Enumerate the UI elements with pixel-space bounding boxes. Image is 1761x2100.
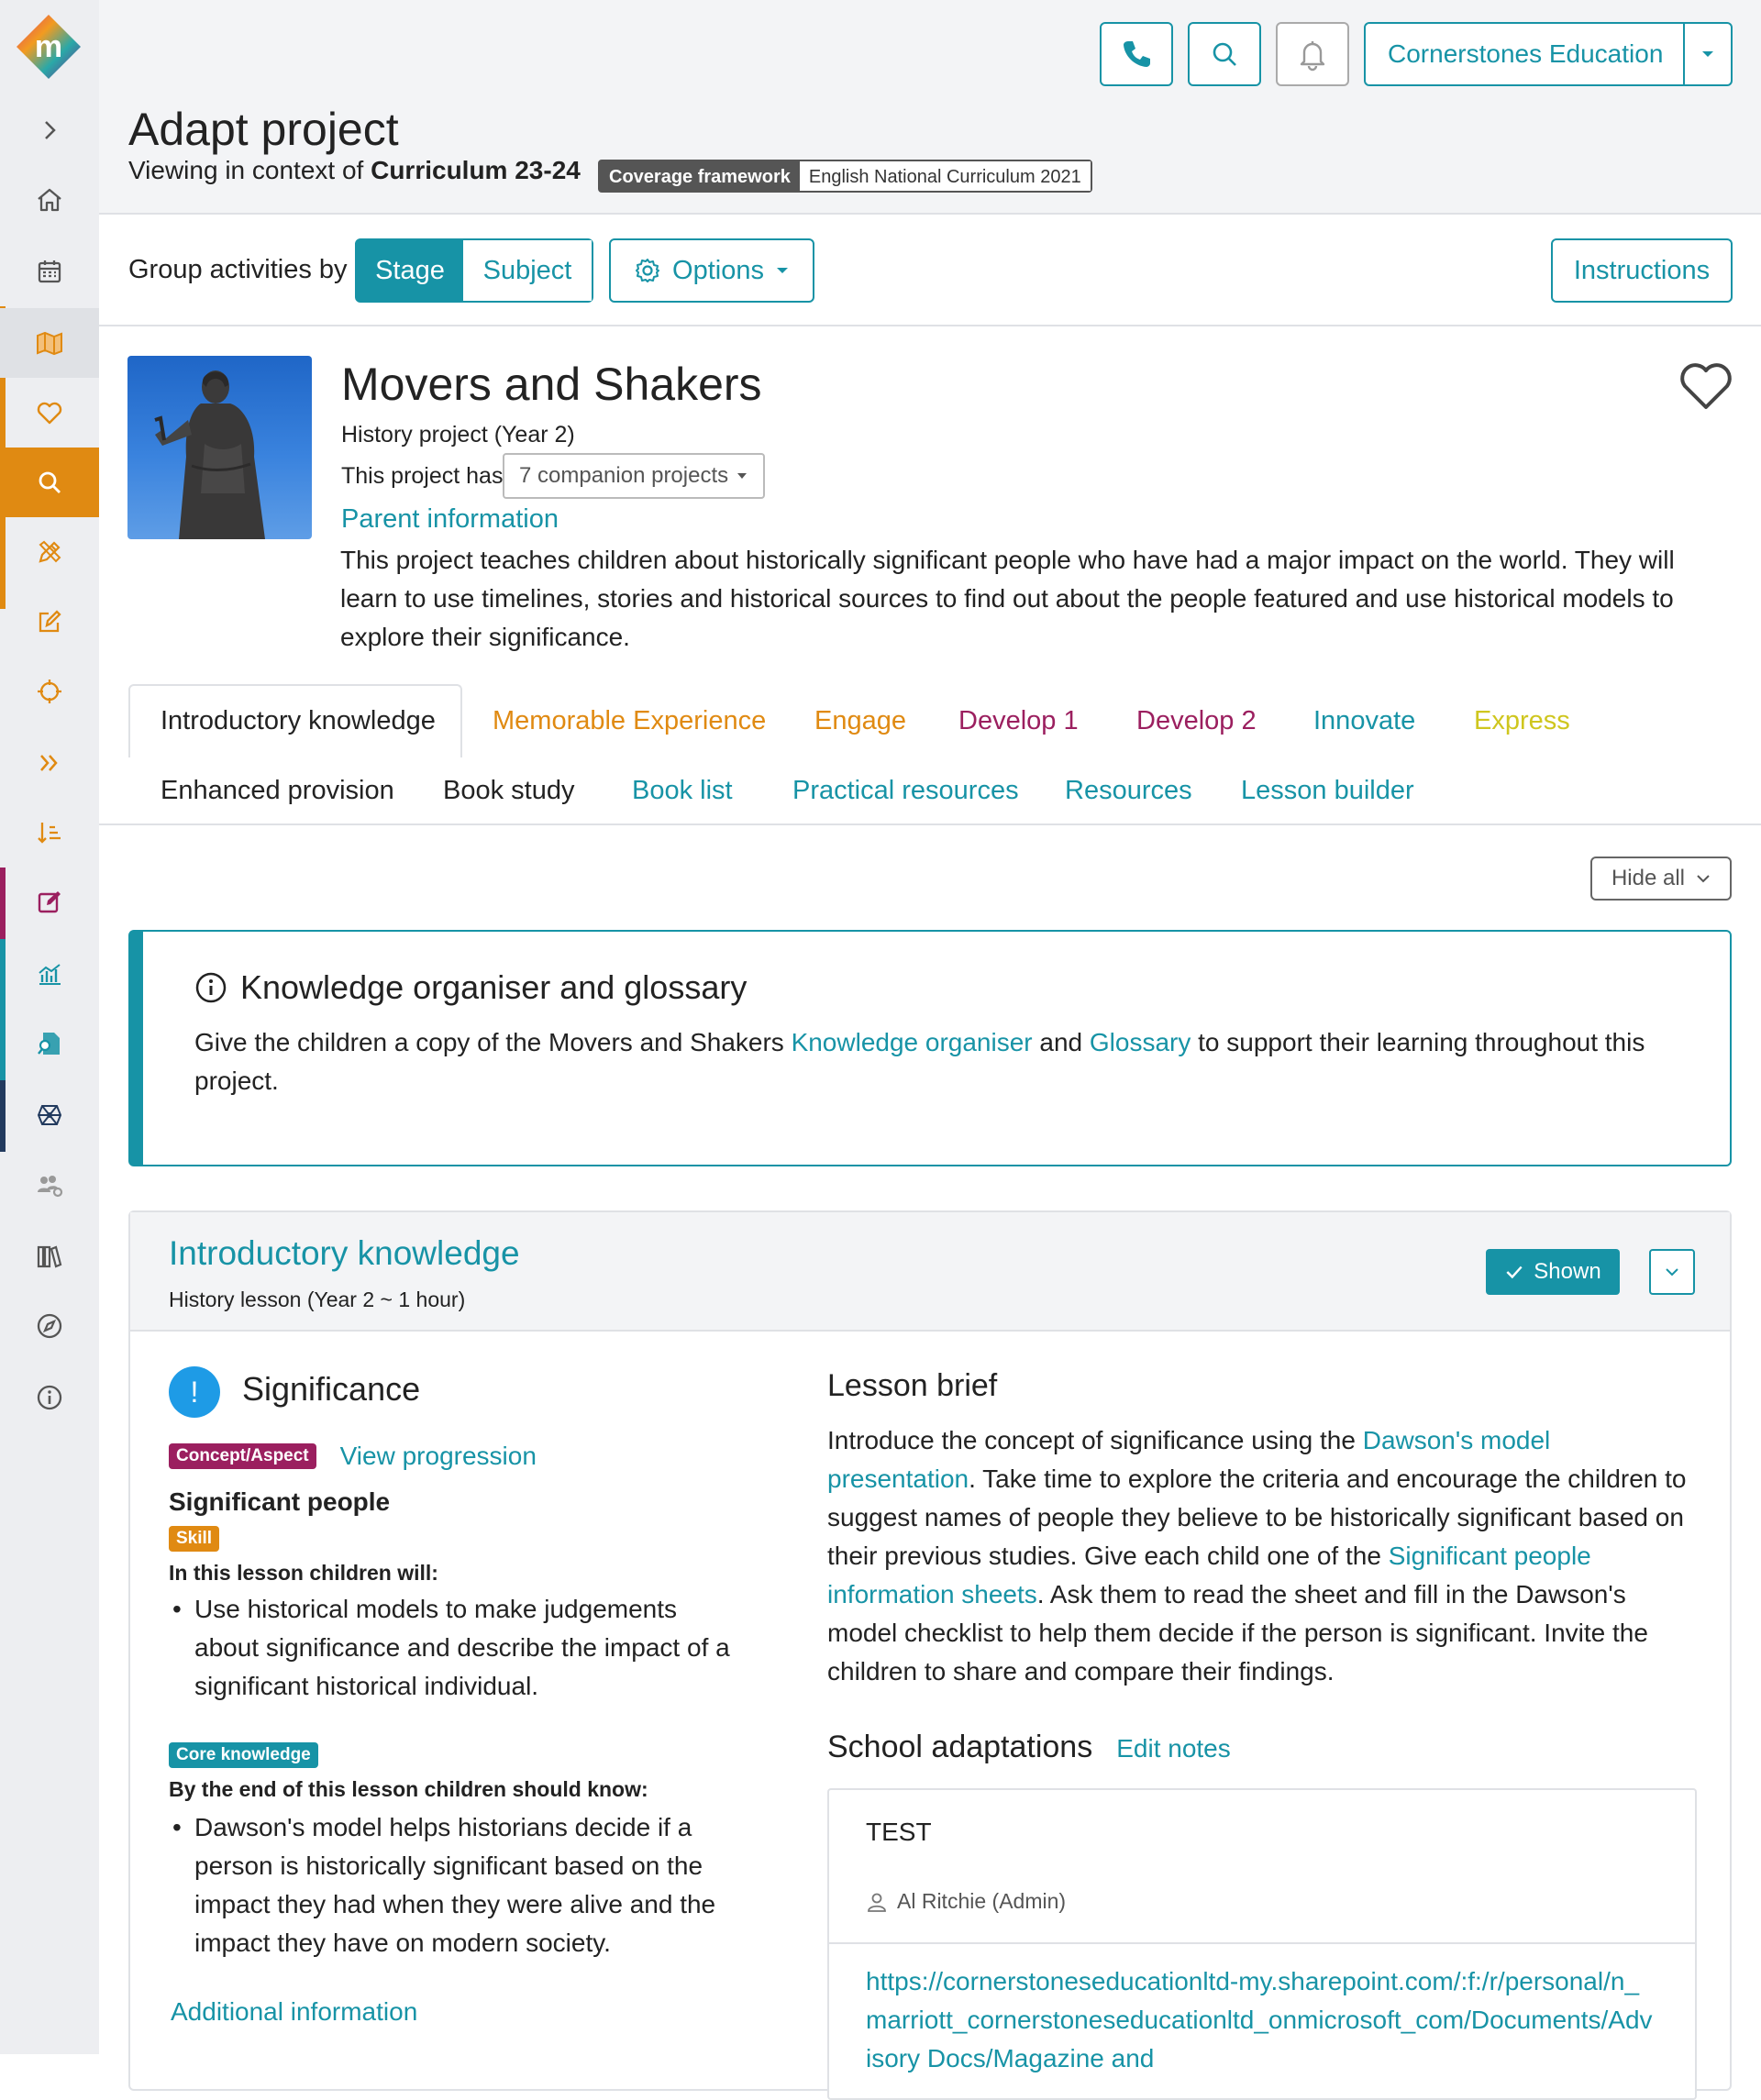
project-title: Movers and Shakers [341,359,762,410]
left-navigation-rail [0,0,99,2054]
tab-engage[interactable]: Engage [814,706,906,735]
chart-icon [35,959,64,989]
concept-title: Significance [242,1370,421,1408]
group-toggle [355,238,593,303]
caret-down-icon [736,470,748,482]
note-text: TEST [866,1818,932,1846]
school-name: Cornerstones Education [1388,39,1664,68]
group-by-label: Group activities by [128,255,348,284]
note-author [866,1889,1066,1914]
companion-projects-dropdown[interactable] [503,453,765,499]
heart-outline-icon [1677,358,1735,413]
chevron-down-icon [1696,871,1711,886]
caret-down-icon [775,263,790,278]
document-search-icon [35,1029,64,1058]
shown-label: Shown [1534,1259,1601,1284]
tab-introductory-knowledge[interactable]: Introductory knowledge [161,706,436,735]
nav-library[interactable] [0,1221,99,1291]
note-url-link[interactable]: https://cornerstoneseducationltd-my.sharepoint.com/:f:/r/personal/n_marriott_cornerstoneseducationltd_onmicrosoft_com/Documents/Advisory Docs/Magazine and [866,1967,1653,2072]
tab-practical-resources[interactable]: Practical resources [792,776,1019,805]
tab-develop-1[interactable]: Develop 1 [958,706,1079,735]
concept-alert-icon: ! [169,1366,220,1418]
user-icon [866,1891,888,1913]
phone-icon [1119,37,1154,72]
tab-express[interactable]: Express [1474,706,1570,735]
lesson-title-link[interactable]: Introductory knowledge [169,1234,520,1272]
nav-analytics[interactable] [0,939,99,1009]
concept-row [169,1442,537,1471]
core-knowledge-intro: By the end of this lesson children should know: [169,1777,648,1801]
chevron-down-icon [1665,1265,1679,1279]
additional-information-link[interactable]: Additional information [171,1997,418,2026]
nav-reports[interactable] [0,1009,99,1078]
nav-progress[interactable] [0,728,99,798]
nav-target[interactable] [0,657,99,726]
compass-icon [35,1311,64,1341]
search-icon [35,468,64,497]
dawsons-model-presentation-link[interactable]: Dawson's model presentation [827,1426,1551,1493]
skill-list-item: • Use historical models to make judgements about significance and describe the impact of a significant historical individual. [169,1590,747,1706]
nav-info[interactable] [0,1363,99,1432]
check-icon [1504,1262,1524,1282]
notifications-button[interactable] [1276,22,1349,86]
sort-list-icon [35,818,64,847]
knowledge-organiser-title [194,968,747,1007]
instructions-button[interactable]: Instructions [1551,238,1733,303]
group-by-subject-button[interactable]: Subject [463,240,592,301]
nav-design[interactable] [0,517,99,587]
tab-resources[interactable]: Resources [1065,776,1192,805]
skill-intro: In this lesson children will: [169,1561,438,1585]
note-author-name: Al Ritchie (Admin) [897,1889,1067,1913]
companion-label: This project has [341,463,504,489]
users-settings-icon [35,1170,64,1199]
crosshair-icon [35,677,64,706]
concept-detail: Significant people [169,1487,391,1516]
concept-aspect-badge: Concept/Aspect [169,1443,316,1469]
project-subtitle: History project (Year 2) [341,422,575,448]
curriculum-context: Viewing in context of Curriculum 23-24 [128,156,581,184]
nav-users[interactable] [0,1150,99,1220]
hide-all-label: Hide all [1611,866,1686,890]
lesson-brief-title: Lesson brief [827,1368,998,1403]
tab-develop-2[interactable]: Develop 2 [1136,706,1257,735]
tab-innovate[interactable]: Innovate [1313,706,1416,735]
lesson-expand-button[interactable] [1649,1249,1695,1295]
parent-information-link[interactable]: Parent information [341,504,559,534]
nav-home[interactable] [0,165,99,235]
search-button[interactable] [1188,22,1261,86]
expand-nav-button[interactable] [0,95,99,165]
project-description: This project teaches children about historically significant people who have had a major impact on the world. They will learn to use timelines, stories and historical sources to find out about the people featured and use historical models to explore their significance. [340,546,1675,651]
tab-lesson-builder[interactable]: Lesson builder [1241,776,1414,805]
nav-projects[interactable] [0,308,99,378]
lesson-card [128,1210,1732,2091]
shown-toggle-button[interactable] [1486,1249,1620,1295]
lesson-subtitle: History lesson (Year 2 ~ 1 hour) [169,1288,466,1311]
nav-edit[interactable] [0,587,99,657]
group-by-stage-button[interactable]: Stage [357,240,463,301]
core-knowledge-badge: Core knowledge [169,1742,318,1768]
group-activities-bar [99,215,1761,326]
school-adaptation-note [827,1788,1697,2100]
tab-enhanced-provision[interactable]: Enhanced provision [161,776,394,805]
caret-down-icon[interactable] [1685,45,1731,63]
project-image [127,356,312,539]
edit-notes-link[interactable]: Edit notes [1116,1734,1231,1763]
coverage-framework-value: English National Curriculum 2021 [800,161,1091,191]
skill-badge: Skill [169,1526,219,1552]
knowledge-organiser-heading: Knowledge organiser and glossary [240,968,748,1006]
glossary-link[interactable]: Glossary [1089,1028,1191,1056]
map-icon [35,328,64,358]
significant-people-sheets-link[interactable]: Significant people information sheets [827,1542,1591,1608]
network-icon [35,1100,64,1130]
tab-memorable-experience[interactable]: Memorable Experience [493,706,767,735]
app-logo[interactable] [15,13,83,81]
companion-projects-label: 7 companion projects [519,463,729,488]
school-selector[interactable] [1364,22,1733,86]
phone-button[interactable] [1100,22,1173,86]
options-label: Options [672,255,764,285]
tab-book-study[interactable]: Book study [443,776,575,805]
nav-search[interactable] [0,448,99,517]
curriculum-name: Curriculum 23-24 [371,156,581,184]
search-icon [1207,37,1242,72]
favourite-button[interactable] [1677,358,1735,413]
double-chevron-right-icon [35,748,64,778]
lesson-brief-text: Introduce the concept of significance using the Dawson's model presentation. Take time to explore the criteria and encourage the children to suggest names of people they believe to be historically significant based on their previous studies. Give each child one of the Significant people information sheets. Ask them to read the sheet and fill in the Dawson's model checklist to help them decide if the person is significant. Invite the children to share and compare their findings. [827,1426,1687,1686]
nav-assessment[interactable] [0,868,99,937]
bell-icon [1295,37,1330,72]
books-icon [35,1242,64,1271]
nav-favourites[interactable] [0,378,99,448]
info-circle-icon [194,971,227,1004]
knowledge-organiser-link[interactable]: Knowledge organiser [791,1028,1033,1056]
core-knowledge-list-item: • Dawson's model helps historians decide if a person is historically significant based on the impact they had when they were alive and the impact they have on modern society. [169,1808,747,1962]
school-adaptations-title: School adaptations [827,1730,1093,1764]
svg-text:m: m [34,29,63,64]
nav-calendar[interactable] [0,237,99,306]
nav-network[interactable] [0,1080,99,1150]
gear-icon [634,257,661,284]
page-title: Adapt project [128,104,399,155]
calendar-icon [35,257,64,286]
coverage-framework-label: Coverage framework [600,161,800,191]
edit-icon [35,607,64,636]
school-adaptations-header [827,1730,1231,1765]
chevron-right-icon [35,116,64,145]
nav-explore[interactable] [0,1291,99,1361]
knowledge-organiser-text: Give the children a copy of the Movers and Shakers Knowledge organiser and Glossary to support their learning throughout this project. [194,1028,1645,1095]
coverage-framework-badge [598,160,1092,193]
heart-icon [35,398,64,427]
edit-square-icon [35,888,64,917]
tabs-divider [99,823,1761,825]
view-progression-link[interactable]: View progression [339,1442,537,1470]
hide-all-button[interactable] [1590,857,1732,901]
knowledge-organiser-callout [128,930,1732,1166]
nav-sort[interactable] [0,798,99,868]
options-button[interactable] [609,238,814,303]
home-icon [35,185,64,215]
info-icon [35,1383,64,1412]
pencil-ruler-icon [35,537,64,567]
tab-book-list[interactable]: Book list [632,776,733,805]
lesson-header [130,1212,1730,1332]
